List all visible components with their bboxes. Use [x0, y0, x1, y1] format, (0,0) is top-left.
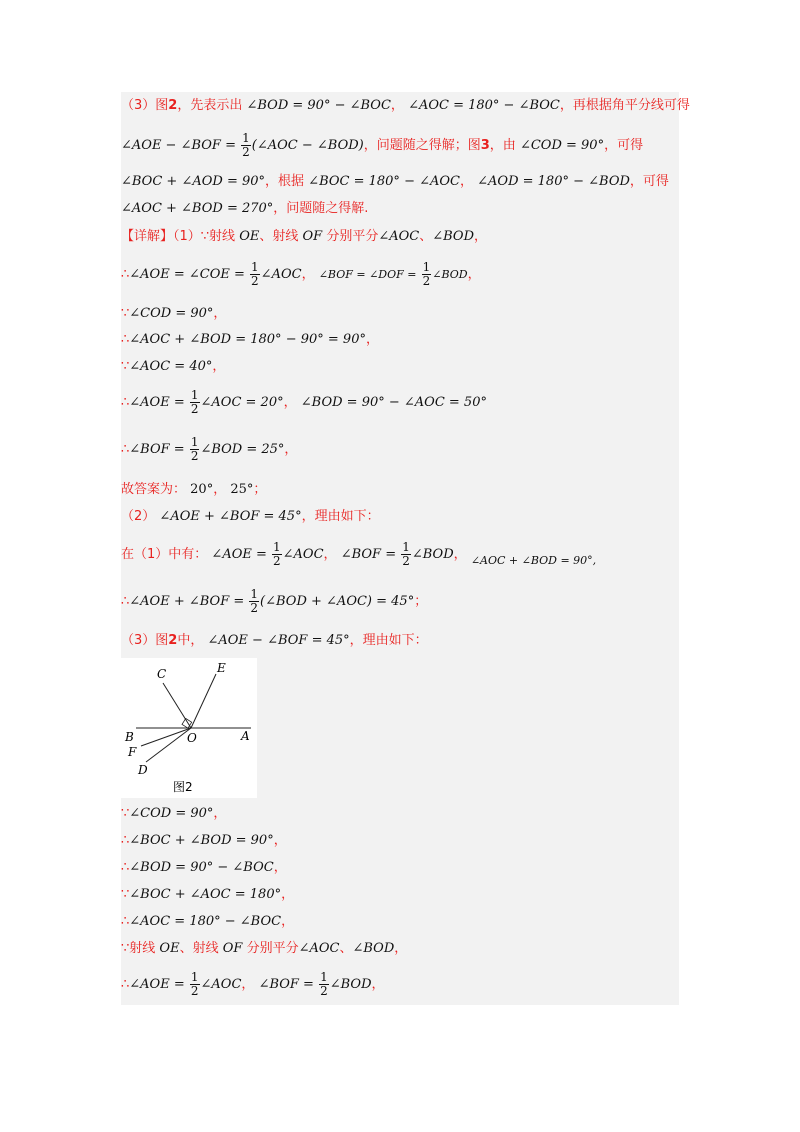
detail-line-5 [121, 357, 681, 377]
math-expression: ∠AOE + ∠BOF = 45° [159, 509, 302, 524]
part3-line-5 [121, 885, 681, 905]
because-symbol: ∵ [121, 359, 130, 374]
separator: ， [212, 359, 226, 374]
math-expression: ∠AOC [260, 267, 302, 282]
part3-line-7 [121, 939, 681, 959]
math-expression: ∠BOD = 90° − ∠AOC = 50° [300, 395, 487, 410]
part3-line-3 [121, 831, 681, 851]
fraction: $\frac{1}{2}$ [242, 131, 250, 159]
math-expression: ∠BOD [352, 941, 395, 956]
separator: ， [467, 267, 481, 282]
analysis-line-1 [121, 96, 690, 116]
math-expression: (∠BOD + ∠AOC) = 45° [260, 594, 415, 609]
ray-od [146, 728, 191, 762]
math-expression: ∠BOD [411, 547, 454, 562]
fraction: $\frac{1}{2}$ [190, 970, 199, 998]
separator: ， [365, 332, 379, 347]
therefore-symbol: ∴ [121, 860, 130, 875]
math-expression: ∠BOC + ∠BOD = 90° [129, 833, 274, 848]
separator: ， [323, 547, 337, 562]
separator: ， [273, 833, 287, 848]
figure-ref: 2 [168, 98, 178, 113]
separator: ， [213, 806, 227, 821]
detail-line-7 [121, 433, 681, 467]
figure-ref: 2 [168, 633, 178, 648]
separator: ， [394, 941, 408, 956]
detail-text: ，理由如下： [301, 509, 380, 524]
separator: ， [371, 977, 385, 992]
analysis-text: ，再根据角平分线可得 [559, 98, 690, 113]
math-expression: ∠AOE = [129, 395, 185, 410]
math-expression: OF [222, 941, 243, 956]
part2-line-3 [121, 585, 681, 619]
math-expression: ∠AOE − ∠BOF = [121, 138, 236, 153]
math-expression: ∠BOC + ∠AOD = 90° [121, 174, 266, 189]
fraction: $\frac{1}{2}$ [190, 435, 199, 463]
detail-line-2 [121, 258, 681, 292]
label-d: D [138, 763, 148, 777]
math-expression: (∠AOC − ∠BOD) [251, 138, 364, 153]
math-expression: ∠AOC = 20° [200, 395, 284, 410]
analysis-text: ，可得 [629, 174, 669, 189]
math-expression: ∠AOC [282, 547, 324, 562]
separator: ， [281, 914, 295, 929]
math-expression: ∠COD = 90° [129, 806, 214, 821]
math-expression: ∠AOC + ∠BOD = 270° [121, 201, 274, 216]
separator: ， [283, 395, 297, 410]
separator: 、 [339, 941, 353, 956]
fraction: $\frac{1}{2}$ [402, 540, 410, 568]
math-expression: ∠BOD [432, 268, 468, 281]
math-expression: ∠AOC [378, 229, 420, 244]
math-expression: ∠AOC = 180° − ∠BOC [408, 98, 560, 113]
math-expression: ∠AOE + ∠BOF = [129, 594, 245, 609]
math-expression: ∠BOD [432, 229, 475, 244]
answer-value: 25° [230, 482, 254, 497]
therefore-symbol: ∴ [121, 267, 130, 282]
separator: ， [273, 860, 287, 875]
part2-line-1 [121, 507, 681, 527]
math-expression: ∠AOC + ∠BOD = 90°, [470, 554, 597, 567]
therefore-symbol: ∴ [121, 833, 130, 848]
math-expression: ∠AOE = ∠COE = [129, 267, 245, 282]
separator: ， [459, 174, 473, 189]
analysis-text: ，先表示出 [177, 98, 243, 113]
separator: ， [241, 977, 255, 992]
separator: ， [213, 482, 227, 497]
label-f: F [128, 745, 137, 759]
fraction: $\frac{1}{2}$ [190, 388, 199, 416]
separator: ， [213, 306, 227, 321]
analysis-text: ，问题随之得解. [273, 201, 369, 216]
math-expression: ∠BOF = [258, 977, 314, 992]
math-expression: ∠COD = 90° [129, 306, 214, 321]
part2-line-2 [121, 538, 681, 572]
therefore-symbol: ∴ [121, 442, 130, 457]
answer-label: 故答案为： [121, 482, 187, 497]
math-expression: ∠AOC + ∠BOD = 180° − 90° = 90° [129, 332, 366, 347]
detail-line-6 [121, 386, 681, 420]
math-expression: ∠BOF = [340, 547, 397, 562]
math-expression: ∠AOC = 40° [129, 359, 213, 374]
part3-line-6 [121, 912, 681, 932]
math-expression: ∠BOC = 180° − ∠AOC [308, 174, 460, 189]
separator: ， [281, 887, 295, 902]
part3-line-8 [121, 968, 681, 1002]
math-expression: ∠BOD = 90° − ∠BOC [246, 98, 391, 113]
math-expression: ∠AOE = [129, 977, 185, 992]
math-expression: ∠BOD = 25° [200, 442, 285, 457]
analysis-text: ，问题随之得解；图 [363, 138, 481, 153]
math-expression: ∠BOF = ∠DOF = [318, 268, 417, 281]
math-expression: OE [159, 941, 180, 956]
analysis-text: ，由 [489, 138, 516, 153]
detail-text: 分别平分 [326, 229, 379, 244]
math-expression: OE [239, 229, 260, 244]
part3-line-2 [121, 804, 681, 824]
because-symbol: ∵ [121, 806, 130, 821]
separator: ， [474, 229, 488, 244]
therefore-symbol: ∴ [121, 977, 130, 992]
separator: 、 [419, 229, 433, 244]
math-expression: ∠AOC [200, 977, 242, 992]
separator: ， [284, 442, 298, 457]
math-expression: ∠COD = 90° [519, 138, 605, 153]
math-expression: ∠AOC [298, 941, 340, 956]
separator: ； [253, 482, 267, 497]
fraction: $\frac{1}{2}$ [422, 260, 431, 288]
separator: ， [453, 547, 467, 562]
separator: ， [390, 98, 404, 113]
figure-ref: 3 [480, 138, 490, 153]
fraction: $\frac{1}{2}$ [250, 587, 259, 615]
ray-of [141, 728, 191, 746]
therefore-symbol: ∴ [121, 332, 130, 347]
ray-oc [163, 683, 191, 728]
therefore-symbol: ∴ [121, 594, 130, 609]
ray-oe [191, 674, 216, 728]
detail-line-1 [121, 227, 681, 247]
detail-text: 【详解】（1）∵射线 [121, 229, 236, 244]
detail-text: 中， [177, 633, 204, 648]
analysis-text: ，可得 [604, 138, 644, 153]
math-expression: ∠BOD = 90° − ∠BOC [129, 860, 274, 875]
label-c: C [157, 667, 167, 681]
math-expression: ∠AOC = 180° − ∠BOC [129, 914, 282, 929]
math-expression: OF [302, 229, 323, 244]
math-expression: ∠BOD [329, 977, 372, 992]
because-symbol: ∵ [121, 306, 130, 321]
math-expression: ∠AOE = [211, 547, 267, 562]
because-symbol: ∵ [121, 887, 130, 902]
analysis-text: （3）图 [121, 98, 169, 113]
therefore-symbol: ∴ [121, 914, 130, 929]
math-expression: ∠BOC + ∠AOC = 180° [129, 887, 282, 902]
detail-text: 在（1）中有： [121, 547, 208, 562]
fraction: $\frac{1}{2}$ [251, 260, 259, 288]
fraction: $\frac{1}{2}$ [273, 540, 281, 568]
math-expression: ∠BOF = [129, 442, 185, 457]
analysis-text: ，根据 [265, 174, 305, 189]
detail-line-4 [121, 330, 681, 350]
angle-diagram [121, 658, 257, 798]
separator: ， [301, 267, 315, 282]
answer-value: 20° [190, 482, 214, 497]
figure-caption: 图2 [173, 780, 193, 794]
analysis-line-4 [121, 199, 681, 219]
detail-text: 、射线 [179, 941, 219, 956]
detail-text: ∵射线 [121, 941, 156, 956]
math-expression: ∠AOD = 180° − ∠BOD [477, 174, 630, 189]
part3-line-1 [121, 631, 681, 651]
fraction: $\frac{1}{2}$ [320, 970, 328, 998]
detail-text: ，理由如下： [349, 633, 428, 648]
detail-text: 分别平分 [246, 941, 299, 956]
detail-line-3 [121, 304, 681, 324]
label-o: O [187, 731, 197, 745]
answer-line [121, 480, 681, 500]
part-label: （2） [121, 509, 156, 524]
label-a: A [241, 729, 250, 743]
separator: ； [414, 594, 428, 609]
geometry-figure [121, 658, 257, 798]
therefore-symbol: ∴ [121, 395, 130, 410]
part3-line-4 [121, 858, 681, 878]
label-b: B [125, 730, 134, 744]
analysis-line-3 [121, 172, 681, 192]
label-e: E [217, 661, 226, 675]
analysis-line-2 [121, 130, 681, 162]
detail-text: 、射线 [259, 229, 299, 244]
math-expression: ∠AOE − ∠BOF = 45° [207, 633, 350, 648]
part-label: （3）图 [121, 633, 169, 648]
